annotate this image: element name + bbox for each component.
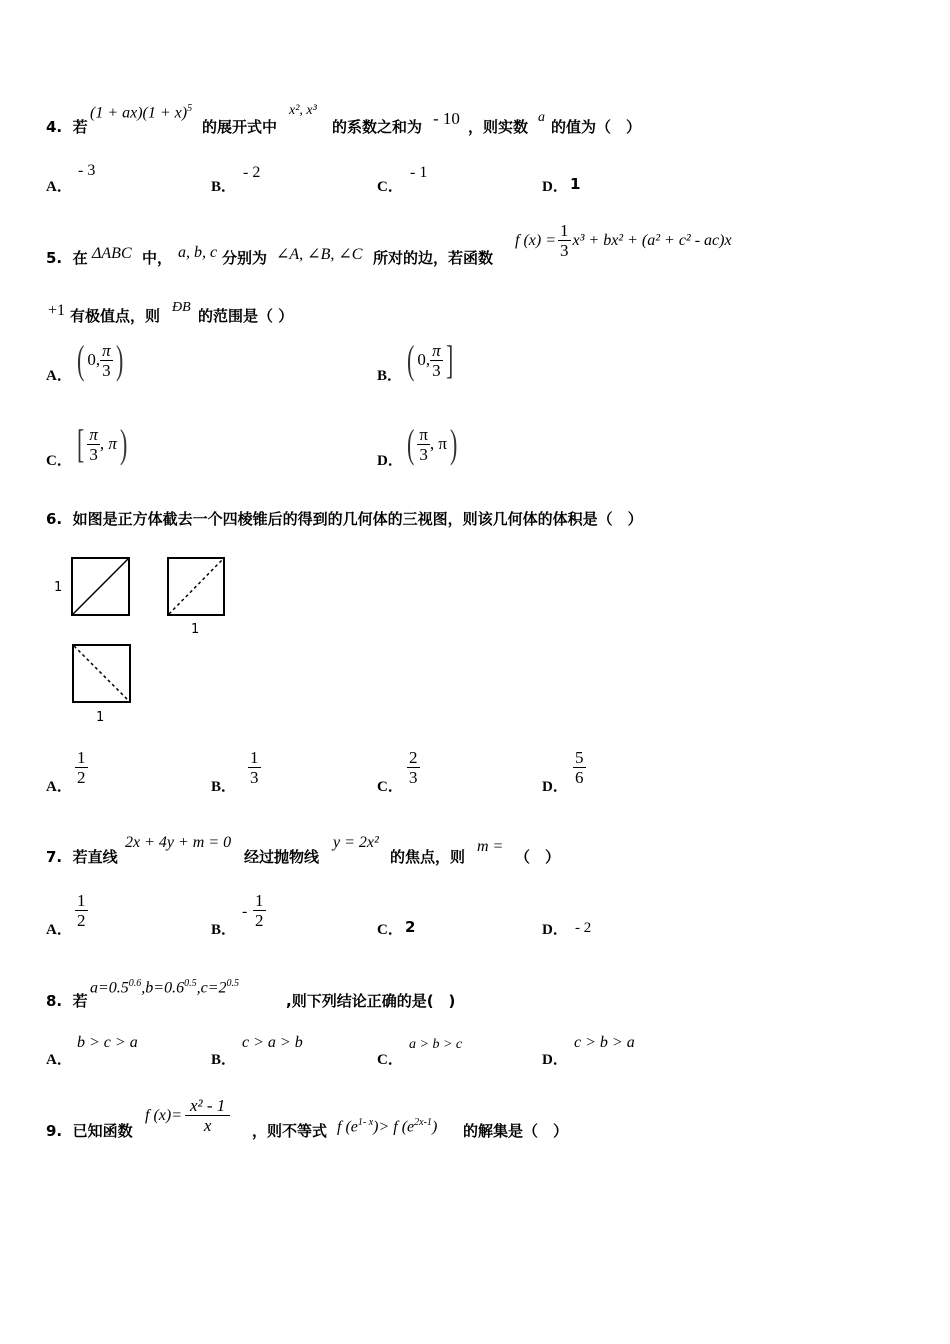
q5-angle-b: ÐB xyxy=(172,300,191,315)
q7-option-c-letter[interactable]: C． xyxy=(377,922,403,938)
q5-plus-one: +1 xyxy=(48,302,66,319)
q7-option-b-sign: - xyxy=(242,903,248,920)
q4-sum-value: - 10 xyxy=(433,109,460,128)
q5-option-a-letter[interactable]: A． xyxy=(46,368,72,384)
q9-function xyxy=(145,1096,230,1135)
q4-var: a xyxy=(538,110,545,125)
side-view-label: 1 xyxy=(191,622,200,637)
q6-option-a-letter[interactable]: A． xyxy=(46,779,72,795)
q4-option-d-letter[interactable]: D． xyxy=(542,179,568,195)
q5-function-fraction: $\frac{1}{3}$ xyxy=(560,221,569,260)
q5-line2-end: 的范围是（ ） xyxy=(198,307,294,325)
q9-text-2: ，则不等式 xyxy=(252,1122,328,1140)
q6-option-a-value: $\frac{1}{2}$ xyxy=(77,748,86,787)
q4-option-c-value: - 1 xyxy=(410,164,428,181)
q4-text-2: 的展开式中 xyxy=(202,118,278,136)
q7-option-b-value: $\frac{1}{2}$ xyxy=(255,891,264,930)
q6-option-c-value: $\frac{2}{3}$ xyxy=(409,748,418,787)
q5-function xyxy=(515,221,732,260)
q8-option-d-value: c > b > a xyxy=(574,1034,635,1051)
q7-stem-start: 7. 若直线 xyxy=(46,848,118,866)
q7-option-d-letter[interactable]: D． xyxy=(542,922,568,938)
q9-function-fraction: $\frac{\text{x² - 1}}{x}$ xyxy=(185,1096,230,1135)
q4-option-b-value: - 2 xyxy=(243,164,261,181)
front-view-diagonal xyxy=(73,559,128,614)
q5-option-a-value: ( 0, $\frac{\pi}{3}$ ) xyxy=(76,337,123,382)
front-view-label: 1 xyxy=(54,580,63,595)
q4-option-a-letter[interactable]: A． xyxy=(46,179,72,195)
q4-text-5: 的值为（ ） xyxy=(551,118,642,136)
q7-option-b-letter[interactable]: B． xyxy=(211,922,237,938)
q4-option-c-letter[interactable]: C． xyxy=(377,179,403,195)
q7-var: m = xyxy=(477,838,504,855)
q5-option-c-letter[interactable]: C． xyxy=(46,453,72,469)
q4-option-d-value: 1 xyxy=(570,175,581,193)
q5-option-c-value: [ $\frac{\pi}{3}$ , π ) xyxy=(76,421,128,466)
q6-option-b-letter[interactable]: B． xyxy=(211,779,237,795)
q5-option-b-value: ( 0, $\frac{\pi}{3}$ ] xyxy=(406,337,453,382)
q9-text-3: 的解集是（ ） xyxy=(463,1122,569,1140)
q8-stem-start: 8. 若 xyxy=(46,992,88,1010)
q7-text-2: 经过抛物线 xyxy=(244,848,320,866)
q4-option-a-value: - 3 xyxy=(78,162,96,179)
q5-option-d-letter[interactable]: D． xyxy=(377,453,403,469)
q4-option-b-letter[interactable]: B． xyxy=(211,179,237,195)
q7-parabola: y = 2x² xyxy=(333,834,379,851)
q8-given: $a=0.5^{0.6},b=0.6^{0.5},c=2^{0.5}$ xyxy=(90,978,239,997)
q4-expr: $(1 + ax)(1 + x)^5$ xyxy=(90,103,193,122)
q5-text-2: 中， xyxy=(142,249,173,267)
top-view-hidden-edge xyxy=(74,646,129,701)
q5-triangle: ΔABC xyxy=(92,245,132,262)
q5-sides: a, b, c xyxy=(178,244,218,261)
q9-function-left: f (x)= xyxy=(145,1106,182,1124)
q7-option-d-value: - 2 xyxy=(575,920,592,936)
q5-text-3: 分别为 xyxy=(222,249,268,267)
q9-inequality: f $(e^{1- x})> f$ $(e^{2x-1})$ xyxy=(337,1117,438,1136)
q7-text-4: （ ） xyxy=(515,848,561,866)
q7-option-c-value: 2 xyxy=(405,918,416,936)
q4-stem-start: 4. 若 xyxy=(46,118,88,136)
q5-text-4: 所对的边，若函数 xyxy=(373,249,494,267)
q8-option-c-value: a > b > c xyxy=(409,1037,463,1052)
q7-option-a-value: $\frac{1}{2}$ xyxy=(77,891,86,930)
q7-option-a-letter[interactable]: A． xyxy=(46,922,72,938)
q9-stem-start: 9. 已知函数 xyxy=(46,1122,133,1140)
q5-stem-start: 5. 在 xyxy=(46,249,88,267)
q6-option-d-letter[interactable]: D． xyxy=(542,779,568,795)
q8-option-d-letter[interactable]: D． xyxy=(542,1052,568,1068)
q8-text-2: ,则下列结论正确的是( ) xyxy=(286,992,456,1010)
q6-option-c-letter[interactable]: C． xyxy=(377,779,403,795)
q6-option-d-value: $\frac{5}{6}$ xyxy=(575,748,584,787)
q5-angles: ∠A, ∠B, ∠C xyxy=(276,246,363,263)
q4-text-3: 的系数之和为 xyxy=(332,118,423,136)
side-view-hidden-edge xyxy=(169,559,223,614)
q6-option-b-value: $\frac{1}{3}$ xyxy=(250,748,259,787)
top-view-label: 1 xyxy=(96,710,105,725)
q8-option-a-letter[interactable]: A． xyxy=(46,1052,72,1068)
q8-option-b-letter[interactable]: B． xyxy=(211,1052,237,1068)
q4-text-4: ，则实数 xyxy=(468,118,529,136)
q5-option-d-value: ( $\frac{\pi}{3}$ , π ) xyxy=(406,421,458,466)
q7-line-equation: 2x + 4y + m = 0 xyxy=(125,834,232,851)
top-view xyxy=(72,644,131,703)
q8-option-b-value: c > a > b xyxy=(242,1034,303,1051)
q8-option-a-value: b > c > a xyxy=(77,1034,138,1051)
front-view xyxy=(71,557,130,616)
q8-option-c-letter[interactable]: C． xyxy=(377,1052,403,1068)
q5-function-right: x³ + bx² + (a² + c² - ac)x xyxy=(572,231,732,249)
side-view xyxy=(167,557,225,616)
q4-powers: x², x³ xyxy=(289,103,317,118)
q5-line2-text: 有极值点，则 xyxy=(70,307,161,325)
q7-text-3: 的焦点，则 xyxy=(390,848,466,866)
q5-function-left: f (x) = xyxy=(515,231,556,249)
q5-option-b-letter[interactable]: B． xyxy=(377,368,403,384)
q6-stem: 6. 如图是正方体截去一个四棱锥后的得到的几何体的三视图，则该几何体的体积是（ ） xyxy=(46,510,643,528)
